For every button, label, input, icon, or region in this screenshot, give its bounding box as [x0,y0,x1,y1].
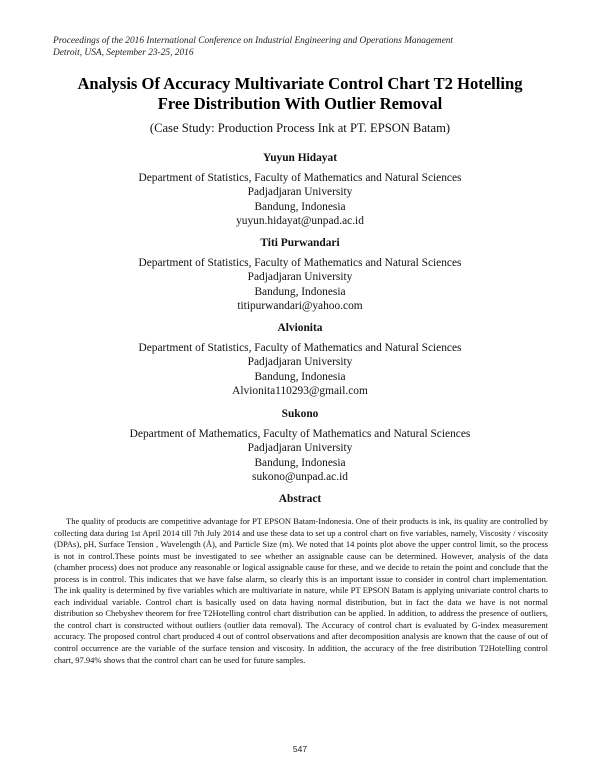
author-department: Department of Statistics, Faculty of Mathematics and Natural Sciences [138,256,462,269]
author-block [60,236,540,314]
author-block [60,407,540,485]
author-department: Department of Statistics, Faculty of Mathematics and Natural Sciences [138,341,462,354]
author-city: Bandung, Indonesia [254,456,346,469]
author-email: sukono@unpad.ac.id [252,471,348,484]
author-name: Sukono [281,408,319,420]
paper-title [30,74,570,114]
author-name: Alvionita [277,322,323,334]
author-name: Yuyun Hidayat [263,152,337,164]
author-name: Titi Purwandari [260,237,340,249]
header-location-date: Detroit, USA, September 23-25, 2016 [53,48,194,58]
author-department: Department of Statistics, Faculty of Mathematics and Natural Sciences [138,171,462,184]
page-number: 547 [292,744,308,754]
author-block [60,321,540,399]
author-university: Padjadjaran University [247,271,353,284]
author-department: Department of Mathematics, Faculty of Mathematics and Natural Sciences [129,427,471,440]
header-conference: Proceedings of the 2016 International Conference on Industrial Engineering and Operations Management [53,36,454,46]
title-line-2: Free Distribution With Outlier Removal [157,94,443,113]
author-city: Bandung, Indonesia [254,285,346,298]
author-email: titipurwandari@yahoo.com [237,300,363,313]
author-email: Alvionita110293@gmail.com [232,385,368,398]
author-university: Padjadjaran University [247,186,353,199]
author-city: Bandung, Indonesia [254,200,346,213]
author-block [60,151,540,229]
running-header [53,35,553,59]
author-email: yuyun.hidayat@unpad.ac.id [236,215,364,228]
author-university: Padjadjaran University [247,356,353,369]
paper-subtitle: (Case Study: Production Process Ink at PT. EPSON Batam) [149,121,451,135]
abstract-text: The quality of products are competitive advantage for PT EPSON Batam-Indonesia. One of their products is ink, its quality are controlled by collecting data during 1st April 2014 till 7th July 2014 and use these data to set up a control chart on five variables, namely, Viscosity / viscosity (DPAs), pH, Surface Tension , Wavelength (Å), and Particle Size (m). We noted that 14 points plot above the upper control limit, so the process is not in control.These points must be investigated to see whether an assignable cause can be determined. However, analysis of the data (chamber process) does not produce any reasonable or logical assignable cause for these, and we decide to retain the point and conclude that the process is in control. This indicates that we have false alarm, so clearly this is an important issue to consider in control chart implementation. The ink quality is determined by five variables which are multivariate in nature, while PT EPSON Batam is applying univariate control charts to each individual variable. Control chart is basically used on data having normal distribution, but in fact the data we have is not normal distribution so Chebyshev theorem for free T2Hotelling control chart distribution can be applied. In addition, to address the presence of outliers, the control chart is constructed without outliers (outlier data removal). The Accuracy of control chart is evaluated by G-index measurement accuracy. The proposed control chart produced 4 out of control observations and after decomposition analysis are known that the cause of out of control occurrence are the variable of the surface tension and viscosity. In addition, the accuracy of the free distribution T2Hotelling control chart, 97.94% shows that the control chart can be used for future samples. [54,516,548,665]
title-line-1: Analysis Of Accuracy Multivariate Control Chart T2 Hotelling [77,74,523,93]
abstract-heading: Abstract [278,493,322,505]
author-city: Bandung, Indonesia [254,370,346,383]
author-university: Padjadjaran University [247,442,353,455]
